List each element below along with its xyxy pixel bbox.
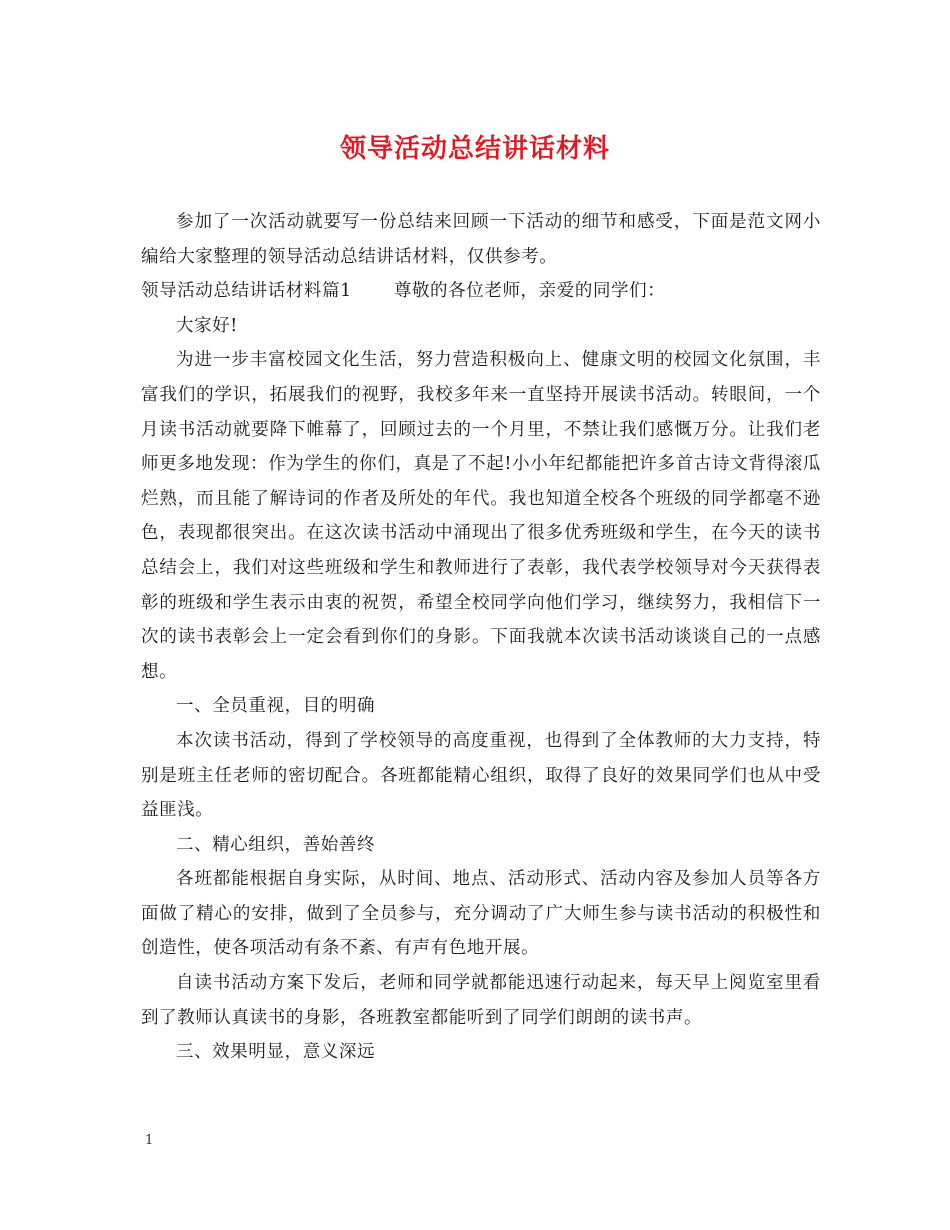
article-heading: 领导活动总结讲话材料篇1 — [141, 281, 352, 302]
intro-paragraph: 参加了一次活动就要写一份总结来回顾一下活动的细节和感受，下面是范文网小编给大家整理的领导活动总结讲话材料，仅供参考。 — [141, 212, 821, 267]
salutation: 尊敬的各位老师，亲爱的同学们： — [393, 281, 666, 302]
paragraph-1: 为进一步丰富校园文化生活，努力营造积极向上、健康文明的校园文化氛围，丰富我们的学识，拓展我们的视野，我校多年来一直坚持开展读书活动。转眼间，一个月读书活动就要降下帷幕了，回顾过去的一个月里，不禁让我们感慨万分。让我们老师更多地发现：作为学生的你们，真是了不起!小小年纪都能把许多首古诗文背得滚瓜烂熟，而且能了解诗词的作者及所处的年代。我也知道全校各个班级的同学都毫不逊色，表现都很突出。在这次读书活动中涌现出了很多优秀班级和学生，在今天的读书总结会上，我们对这些班级和学生和教师进行了表彰，我代表学校领导对今天获得表彰的班级和学生表示由衷的祝贺，希望全校同学向他们学习，继续努力，我相信下一次的读书表彰会上一定会看到你们的身影。下面我就本次读书活动谈谈自己的一点感想。 — [141, 350, 821, 682]
paragraph-3: 各班都能根据自身实际，从时间、地点、活动形式、活动内容及参加人员等各方面做了精心的安排，做到了全员参与，充分调动了广大师生参与读书活动的积极性和创造性，使各项活动有条不紊、有声有色地开展。 — [141, 869, 821, 959]
page-number: 1 — [145, 1133, 154, 1148]
section-heading-2: 二、精心组织，善始善终 — [176, 834, 376, 855]
section-heading-3: 三、效果明显，意义深远 — [176, 1042, 376, 1063]
paragraph-4: 自读书活动方案下发后，老师和同学就都能迅速行动起来，每天早上阅览室里看到了教师认真读书的身影，各班教室都能听到了同学们朗朗的读书声。 — [141, 973, 821, 1028]
article-heading-line — [141, 274, 821, 309]
document-title: 领导活动总结讲话材料 — [339, 134, 610, 164]
section-heading-1: 一、全员重视，目的明确 — [176, 696, 376, 717]
paragraph-2: 本次读书活动，得到了学校领导的高度重视，也得到了全体教师的大力支持，特别是班主任老师的密切配合。各班都能精心组织，取得了良好的效果同学们也从中受益匪浅。 — [141, 730, 821, 821]
greeting: 大家好! — [176, 315, 238, 336]
document-body — [141, 205, 821, 1070]
